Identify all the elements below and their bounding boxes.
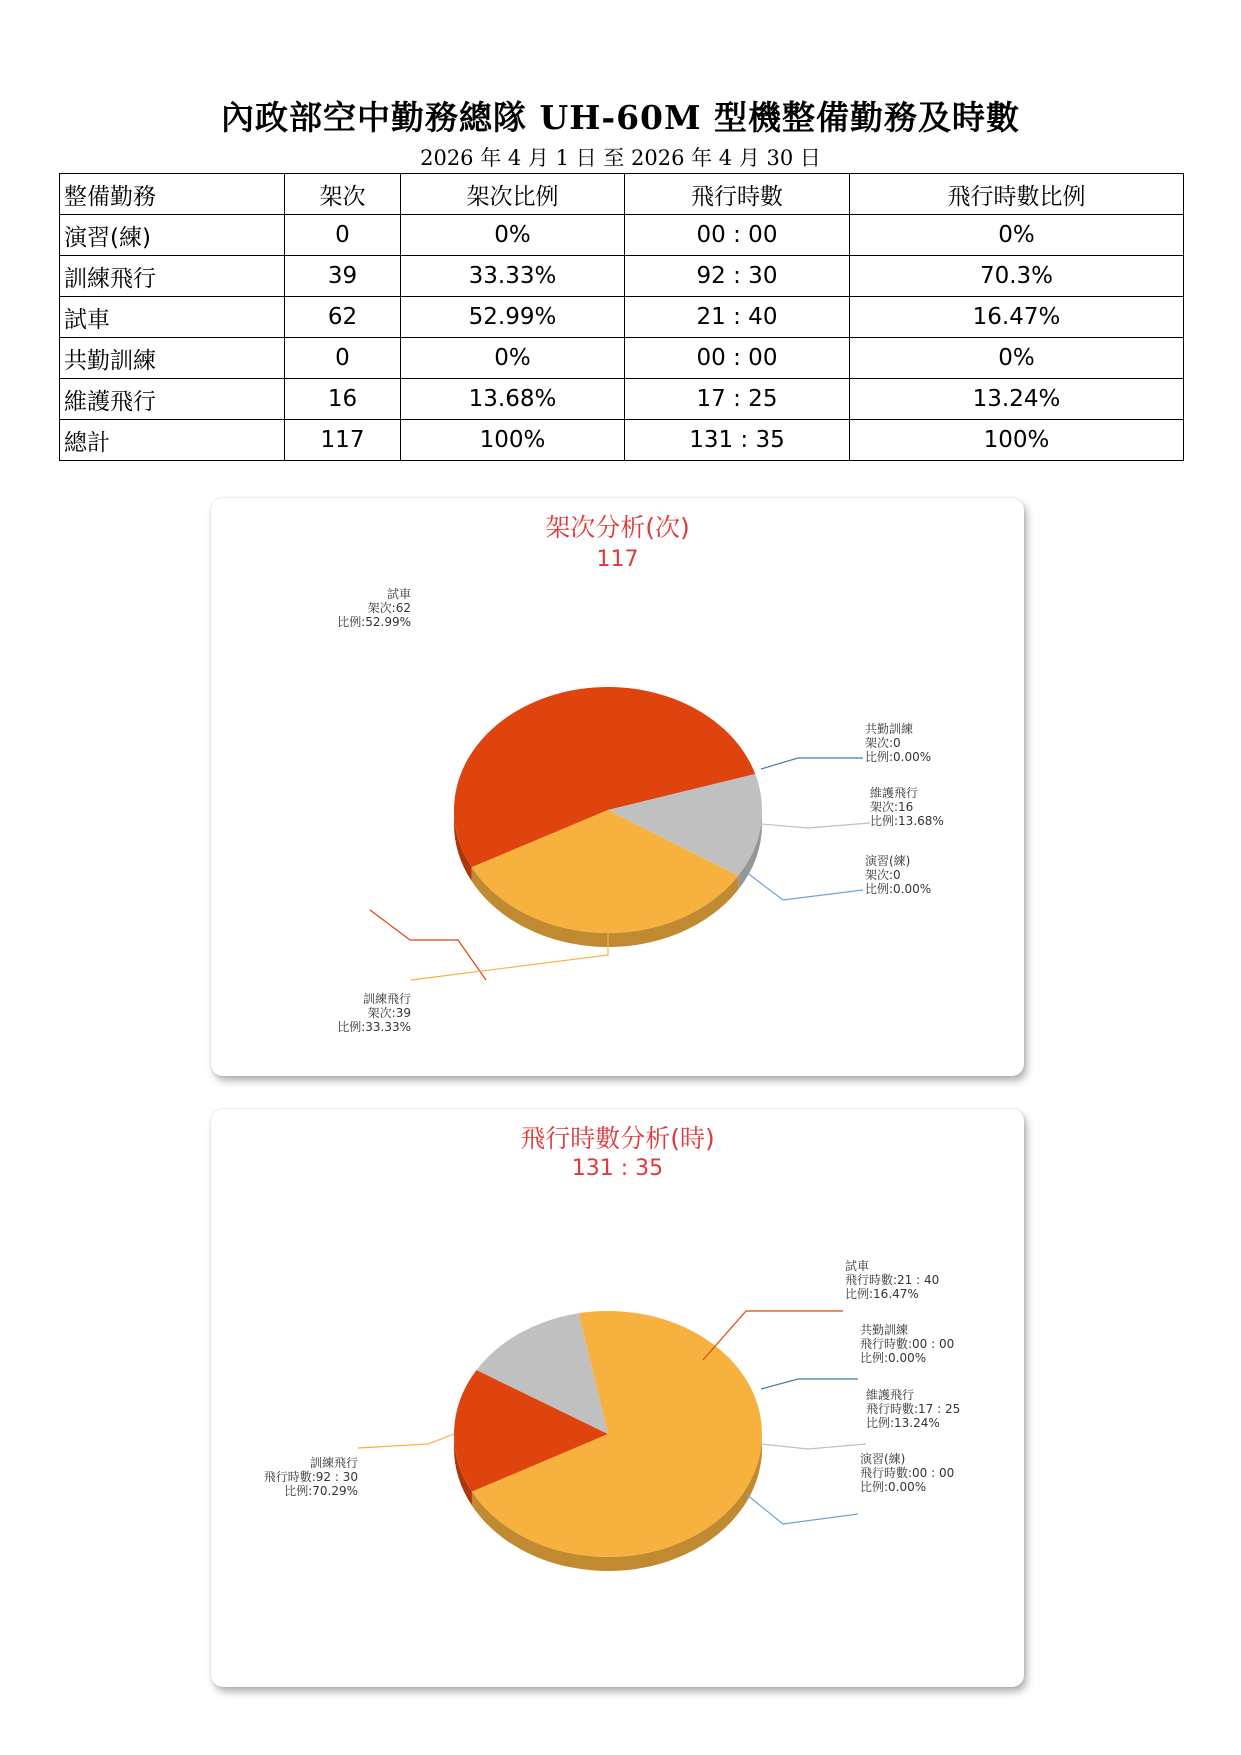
chart-total: 117 xyxy=(596,547,639,572)
sortie-ratio-cell: 52.99% xyxy=(401,297,625,338)
sorties-cell: 16 xyxy=(285,379,401,420)
slice-label-name: 訓練飛行 xyxy=(309,1456,358,1470)
slice-label-name: 共勤訓練 xyxy=(865,722,914,736)
leader-line xyxy=(761,1444,866,1449)
slice-label xyxy=(761,785,944,828)
slice-label-percent: 比例:0.00% xyxy=(865,882,932,896)
table-total-row xyxy=(60,420,1184,461)
slice-label-value: 飛行時數:21 : 40 xyxy=(845,1273,940,1287)
pie-slices xyxy=(454,687,762,933)
leader-line xyxy=(703,1311,843,1360)
slice-label-value: 架次:16 xyxy=(870,800,914,814)
chart-total: 131 : 35 xyxy=(571,1156,664,1181)
slice-label-percent: 比例:16.47% xyxy=(845,1287,919,1301)
hours-ratio-cell: 100% xyxy=(850,420,1184,461)
sortie-ratio-cell: 33.33% xyxy=(401,256,625,297)
table-row xyxy=(60,297,1184,338)
slice-label-name: 試車 xyxy=(386,587,411,601)
flight-hours-cell: 00 : 00 xyxy=(625,338,850,379)
slice-label xyxy=(264,1434,454,1498)
header-flight-hours: 飛行時數 xyxy=(625,174,850,215)
sortie-ratio-cell: 0% xyxy=(401,338,625,379)
slice-label xyxy=(746,1451,954,1524)
report-title: 內政部空中勤務總隊 UH-60M 型機整備勤務及時數 xyxy=(220,98,1021,137)
leader-line xyxy=(761,1379,858,1389)
slice-label-percent: 比例:33.33% xyxy=(337,1020,411,1034)
sorties-chart-card xyxy=(211,498,1024,1076)
header-duty: 整備勤務 xyxy=(60,174,285,215)
leader-line xyxy=(746,872,863,900)
duty-name: 訓練飛行 xyxy=(60,256,285,297)
flight-hours-cell: 00 : 00 xyxy=(625,215,850,256)
hours-ratio-cell: 13.24% xyxy=(850,379,1184,420)
header-sortie-ratio: 架次比例 xyxy=(401,174,625,215)
slice-label-value: 飛行時數:17 : 25 xyxy=(866,1402,961,1416)
slice-label-percent: 比例:0.00% xyxy=(865,750,932,764)
hours-ratio-cell: 0% xyxy=(850,215,1184,256)
sortie-ratio-cell: 0% xyxy=(401,215,625,256)
report-date-range: 2026 年 4 月 1 日 至 2026 年 4 月 30 日 xyxy=(420,146,821,170)
slice-label-value: 飛行時數:92 : 30 xyxy=(263,1470,358,1484)
hours-ratio-cell: 16.47% xyxy=(850,297,1184,338)
chart-title: 架次分析(次) xyxy=(545,513,690,542)
duty-name: 總計 xyxy=(60,420,285,461)
pie-slices xyxy=(454,1311,762,1557)
sortie-ratio-cell: 13.68% xyxy=(401,379,625,420)
flight-hours-chart-card xyxy=(211,1109,1024,1687)
slice-label xyxy=(761,1322,954,1389)
hours-ratio-cell: 0% xyxy=(850,338,1184,379)
table-row xyxy=(60,256,1184,297)
slice-label-name: 維護飛行 xyxy=(866,1388,915,1402)
duty-name: 維護飛行 xyxy=(60,379,285,420)
slice-label-value: 架次:62 xyxy=(367,601,411,615)
slice-label xyxy=(761,721,931,769)
flight-hours-pie-chart xyxy=(211,1109,1024,1687)
slice-label-value: 架次:0 xyxy=(865,868,901,882)
slice-label-name: 演習(練) xyxy=(860,1452,906,1466)
slice-label xyxy=(761,1387,960,1449)
slice-label-name: 共勤訓練 xyxy=(860,1323,909,1337)
table-row xyxy=(60,379,1184,420)
sorties-cell: 0 xyxy=(285,215,401,256)
slice-label-percent: 比例:0.00% xyxy=(860,1480,927,1494)
slice-label xyxy=(746,853,931,900)
slice-label-name: 訓練飛行 xyxy=(362,992,411,1006)
table-header-row xyxy=(60,174,1184,215)
sorties-cell: 117 xyxy=(285,420,401,461)
duty-name: 試車 xyxy=(60,297,285,338)
header-sorties: 架次 xyxy=(285,174,401,215)
slice-label-value: 飛行時數:00 : 00 xyxy=(860,1466,955,1480)
slice-label-name: 維護飛行 xyxy=(870,786,919,800)
leader-line xyxy=(761,758,863,769)
slice-label-value: 架次:0 xyxy=(865,736,901,750)
sortie-ratio-cell: 100% xyxy=(401,420,625,461)
slice-label-name: 演習(練) xyxy=(865,854,911,868)
slice-label-name: 試車 xyxy=(845,1259,870,1273)
sorties-cell: 39 xyxy=(285,256,401,297)
leader-line xyxy=(761,823,870,828)
duty-name: 演習(練) xyxy=(60,215,285,256)
sorties-cell: 62 xyxy=(285,297,401,338)
maintenance-duty-table xyxy=(59,173,1184,461)
table-row xyxy=(60,215,1184,256)
slice-label-percent: 比例:13.24% xyxy=(866,1416,940,1430)
slice-label-percent: 比例:0.00% xyxy=(860,1351,927,1365)
slice-label-value: 架次:39 xyxy=(367,1006,411,1020)
hours-ratio-cell: 70.3% xyxy=(850,256,1184,297)
slice-label-percent: 比例:13.68% xyxy=(870,814,944,828)
leader-line xyxy=(358,1434,454,1448)
slice-label xyxy=(337,933,608,1034)
slice-label-value: 飛行時數:00 : 00 xyxy=(860,1337,955,1351)
table-row xyxy=(60,338,1184,379)
flight-hours-cell: 21 : 40 xyxy=(625,297,850,338)
sorties-cell: 0 xyxy=(285,338,401,379)
flight-hours-cell: 17 : 25 xyxy=(625,379,850,420)
leader-line xyxy=(746,1494,858,1524)
duty-name: 共勤訓練 xyxy=(60,338,285,379)
flight-hours-cell: 131 : 35 xyxy=(625,420,850,461)
flight-hours-cell: 92 : 30 xyxy=(625,256,850,297)
slice-label-percent: 比例:70.29% xyxy=(284,1484,358,1498)
sorties-pie-chart xyxy=(211,498,1024,1076)
slice-label-percent: 比例:52.99% xyxy=(337,615,411,629)
header-hours-ratio: 飛行時數比例 xyxy=(850,174,1184,215)
chart-title: 飛行時數分析(時) xyxy=(520,1124,715,1153)
leader-line xyxy=(370,910,486,980)
